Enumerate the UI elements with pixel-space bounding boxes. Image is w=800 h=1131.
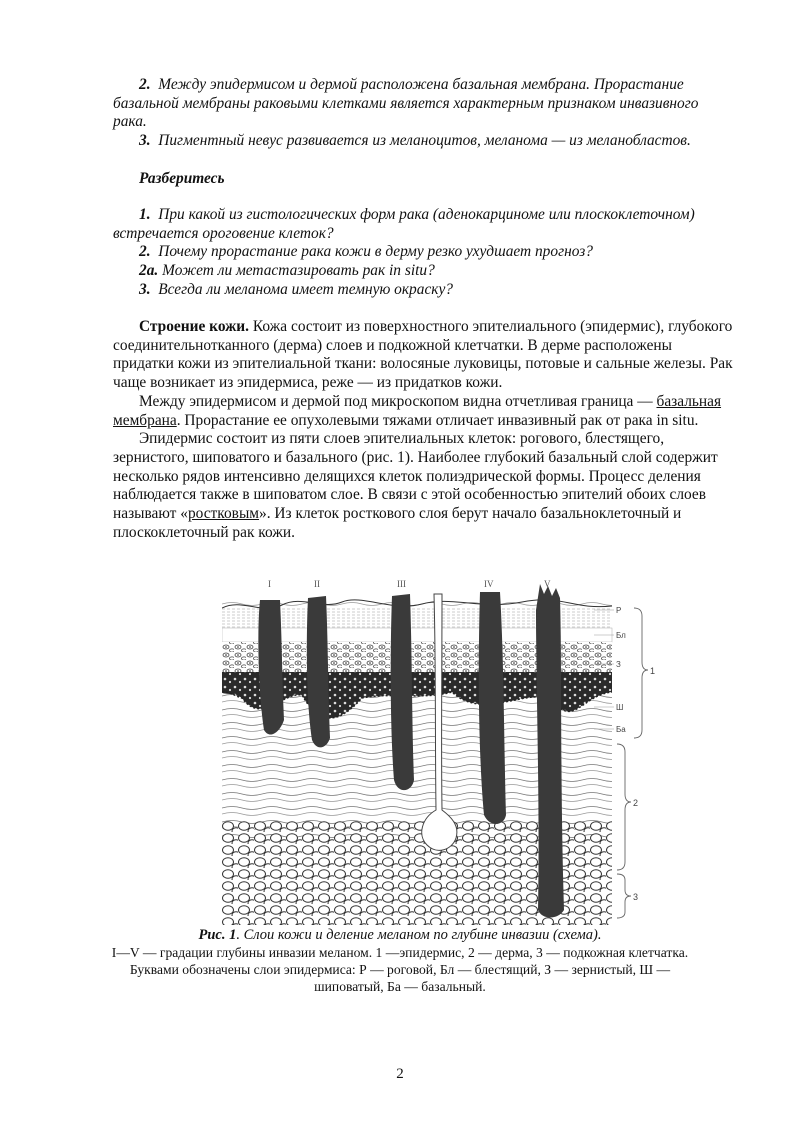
statement-2-number: 2. [139,76,151,93]
layer-label-basal: Ба [616,725,626,734]
question-1-text: При какой из гистологических форм рака (аденокарциноме или плоскоклеточном) встречается ороговение клеток? [113,206,695,242]
question-2a-number: 2а. [139,262,159,280]
paragraph-epidermis [113,430,733,542]
statement-2 [113,76,733,132]
paragraph-3-text-a: Эпидермис состоит из пяти слоев эпителиальных клеток: рогового, блестящего, зернистого, шиповатого и базального (рис. 1). Наиболее глубокий базальный слой содержит несколько рядов интенсивно делящихся клеток полиэдрической формы. Процесс деления наблюдается также в шиповатом слое. В связи с этой особенностью эпителий обоих слоев называют « [113,430,718,523]
layer-label-lucid: Бл [616,631,626,640]
zone-label-dermis: 2 [633,798,639,808]
level-label-3: III [397,580,406,589]
zone-labels [633,666,655,902]
questions-list [113,206,733,300]
statement-3 [113,132,733,151]
melanoma-level-2 [307,596,330,747]
level-label-2: II [314,580,320,589]
paragraph-skin-structure [113,318,733,393]
body-text [113,318,733,542]
level-label-4: IV [484,580,494,589]
paragraph-2-text-a: Между эпидермисом и дермой под микроскопом видна отчетливая граница — [139,392,657,410]
zone-label-epidermis: 1 [650,666,656,676]
melanoma-level-1 [258,600,284,735]
level-label-5: V [544,580,551,589]
page-number: 2 [396,1066,404,1082]
question-2a-text: Может ли метастазировать рак in situ? [162,262,435,280]
statement-3-number: 3. [139,132,151,150]
paragraph-3-text-b: ». Из клеток росткового слоя берут начало базальноклеточный и плоскоклеточный рак кожи. [113,505,682,541]
question-2a [113,262,733,281]
questions-heading-wrap [113,170,733,189]
section-heading: Разберитесь [139,170,225,187]
question-3-number: 3. [139,280,151,298]
figure-caption [100,927,700,995]
invasion-level-labels [268,580,551,589]
paragraph-2-text-b: . Прорастание ее опухолевыми тяжами отличает инвазивный рак от рака in situ. [176,411,699,429]
caption-title-text: . Слои кожи и деление меланом по глубине инвазии (схема). [236,927,602,943]
statement-2-text: Между эпидермисом и дермой расположена базальная мембрана. Прорастание базальной мембраны раковыми клетками является характерным признаком инвазивного рака. [113,76,699,131]
question-3-text: Всегда ли меланома имеет темную окраску? [158,280,454,298]
term-basement-membrane: базальная мембрана [113,392,722,429]
statement-3-text: Пигментный невус развивается из меланоцитов, меланома — из меланобластов. [158,132,691,150]
question-1 [113,206,733,243]
question-3 [113,281,733,300]
layer-label-horny: Р [616,606,622,615]
melanoma-level-3 [391,594,414,790]
question-2-text: Почему прорастание рака кожи в дерму резко ухудшает прогноз? [158,243,593,261]
layer-label-spiny: Ш [616,703,624,712]
caption-label: Рис. 1 [198,927,237,943]
question-2-number: 2. [139,243,151,261]
zone-braces [617,608,648,918]
level-label-1: I [268,580,271,589]
paragraph-basement-membrane [113,393,733,430]
layer-label-granular: З [616,660,621,669]
question-1-number: 1. [139,206,151,223]
caption-text: I—V — градации глубины инвазии меланом. 1 —эпидермис, 2 — дерма, 3 — подкожная клетчатка. Буквами обозначены слои эпидермиса: Р — роговой, Бл — блестящий, З — зернистый, Ш — шиповатый, Ба — базальный. [111,945,689,994]
zone-label-subcutaneous: 3 [633,892,639,902]
paragraph-lead: Строение кожи. [139,318,250,335]
skin-layers-figure [222,580,662,925]
term-germinal: ростковым [187,505,260,523]
melanoma-level-5 [536,584,564,918]
caption-title [100,927,700,944]
paragraph-1-text: Кожа состоит из поверхностного эпителиального (эпидермис), глубокого соединительнотканного (дерма) слоев и подкожной клетчатки. В дерме расположены придатки кожи из эпителиальной ткани: волосяные луковицы, потовые и сальные железы. Рак чаще возникает из эпидермиса, реже — из придатков кожи. [113,318,733,392]
question-2 [113,243,733,262]
statements-block [113,76,733,151]
